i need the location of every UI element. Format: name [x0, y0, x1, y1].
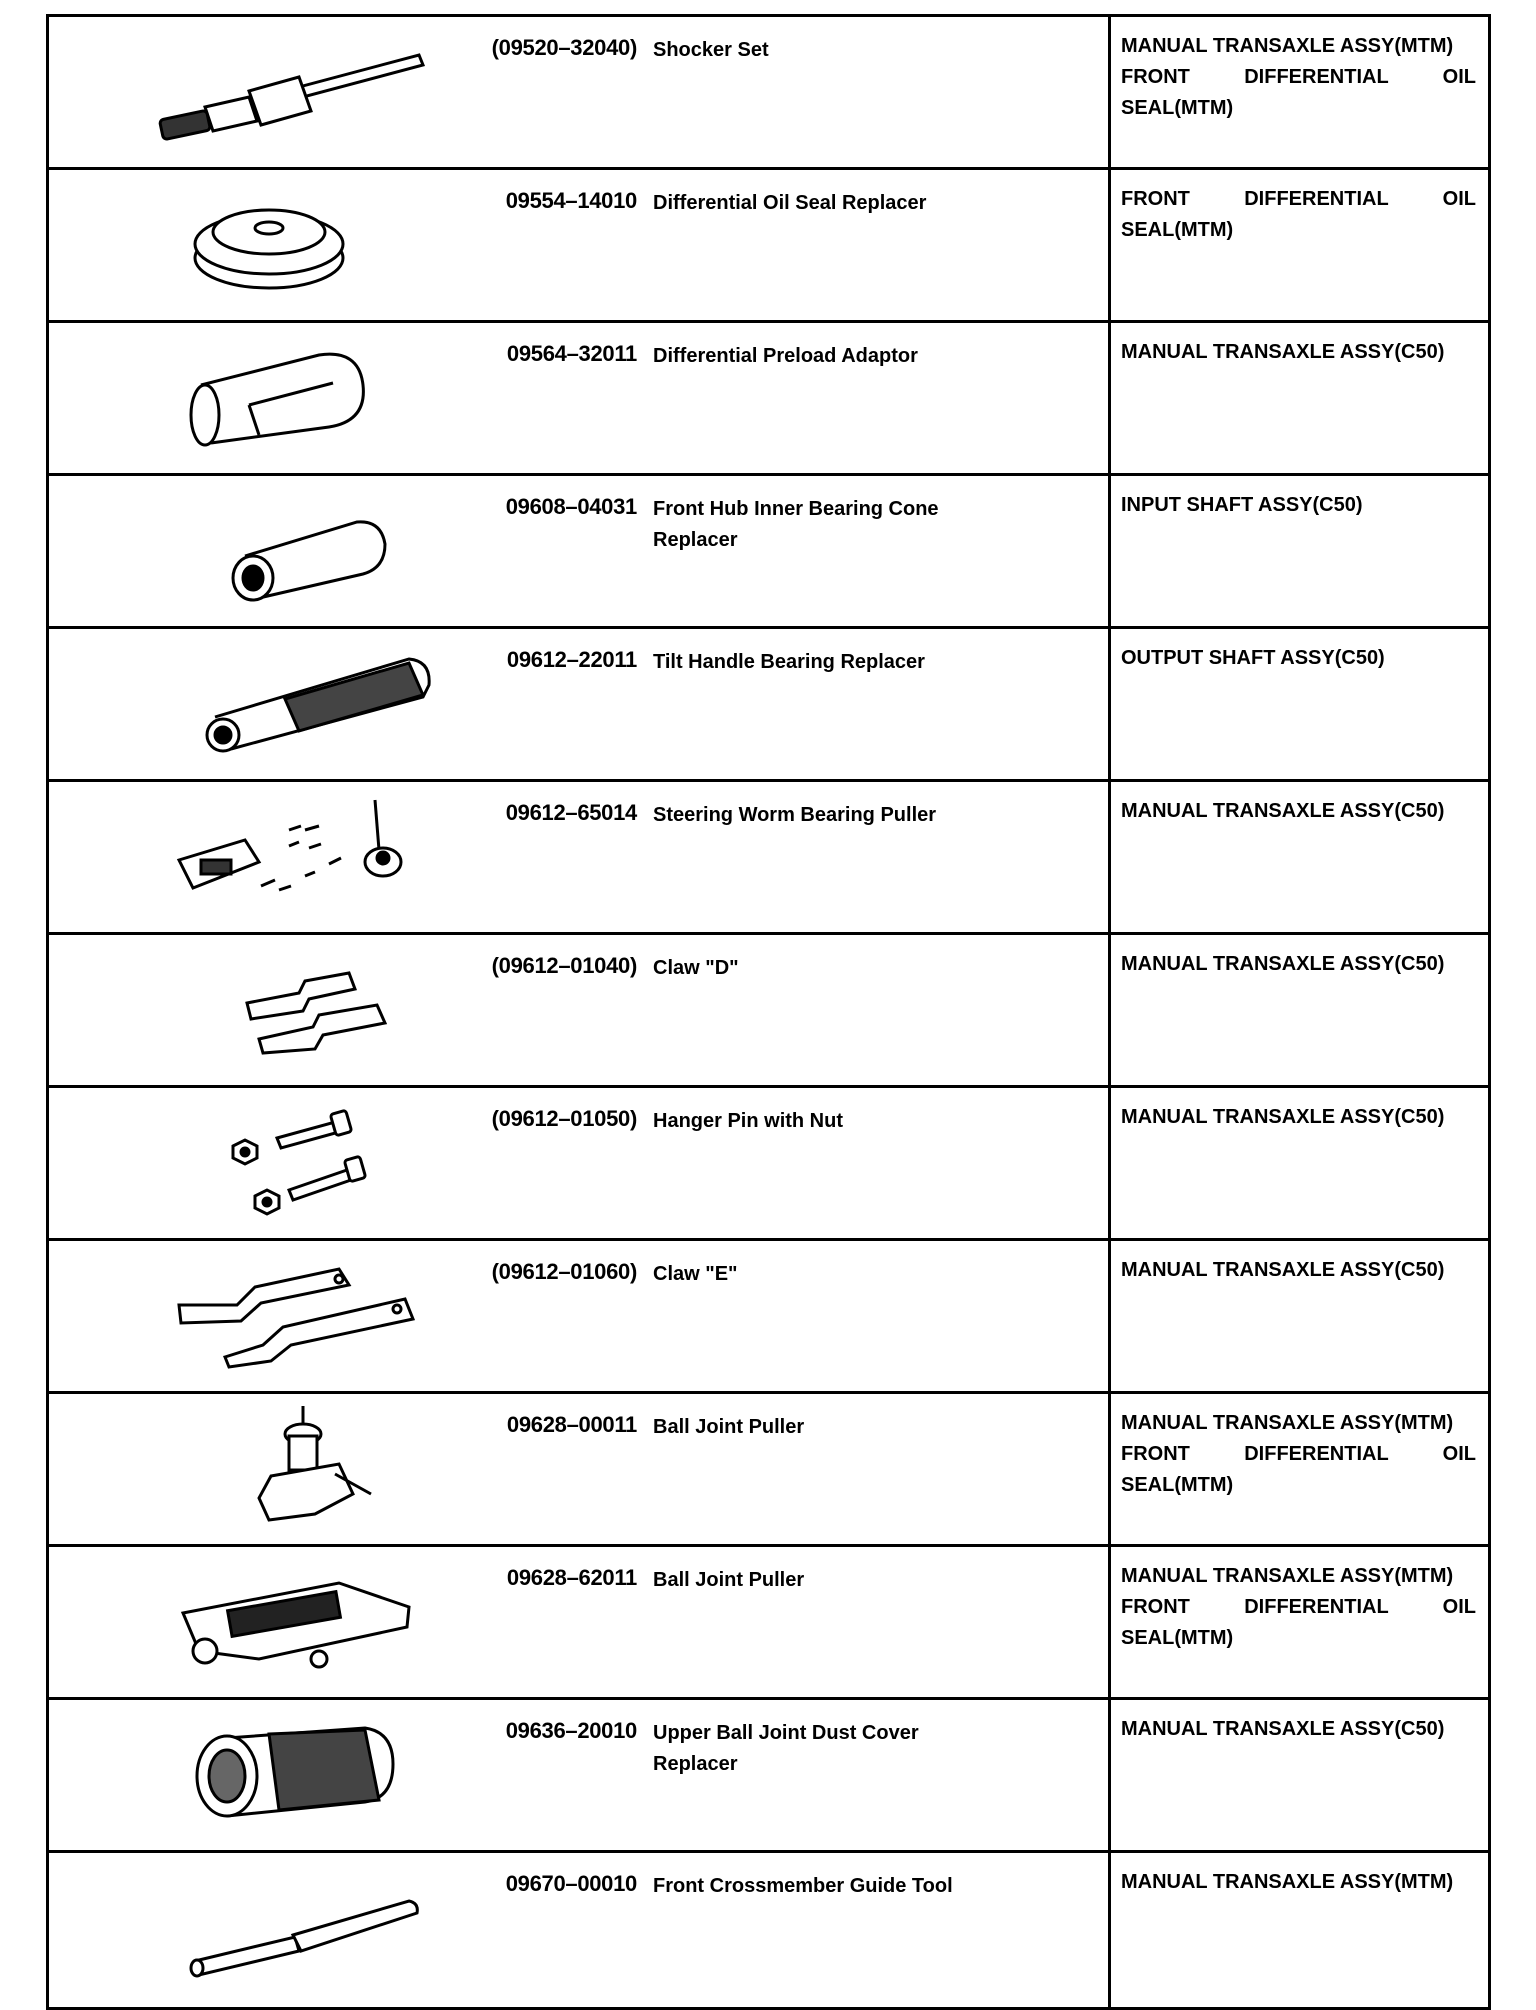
- part-number: (09612–01060): [491, 1259, 637, 1284]
- tool-name: Shocker Set: [653, 39, 769, 61]
- table-row: [48, 475, 1490, 628]
- table-row: [48, 16, 1490, 169]
- tool-illustration: [109, 1555, 469, 1675]
- tool-name: Tilt Handle Bearing Replacer: [653, 651, 925, 673]
- usage-line: INPUT SHAFT ASSY(C50): [1121, 494, 1363, 516]
- usage-cell: [1110, 1852, 1490, 2009]
- part-number: (09612–01050): [491, 1106, 637, 1131]
- part-number: (09612–01040): [491, 953, 637, 978]
- bearing-replacer-icon: [109, 637, 469, 757]
- tool-name: Hanger Pin with Nut: [653, 1110, 843, 1132]
- usage-line: SEAL(MTM): [1121, 97, 1234, 119]
- usage-line: MANUAL TRANSAXLE ASSY(C50): [1121, 341, 1445, 363]
- usage-line: FRONT DIFFERENTIAL OIL: [1121, 66, 1476, 88]
- tool-cell: [48, 1393, 1110, 1546]
- usage-line: MANUAL TRANSAXLE ASSY(MTM): [1121, 1412, 1454, 1434]
- tool-name: Steering Worm Bearing Puller: [653, 804, 937, 826]
- usage-line: FRONT DIFFERENTIAL OIL: [1121, 188, 1476, 210]
- tool-name: Ball Joint Puller: [653, 1416, 805, 1438]
- guide-tool-icon: [109, 1861, 469, 1981]
- tool-cell: [48, 16, 1110, 169]
- usage-line: MANUAL TRANSAXLE ASSY(C50): [1121, 1106, 1445, 1128]
- usage-cell: [1110, 1546, 1490, 1699]
- tool-name: Front Crossmember Guide Tool: [653, 1875, 953, 1897]
- part-number: 09628–62011: [506, 1565, 637, 1590]
- usage-line: SEAL(MTM): [1121, 1474, 1234, 1496]
- tool-illustration: [109, 1402, 469, 1522]
- usage-line: MANUAL TRANSAXLE ASSY(MTM): [1121, 1565, 1454, 1587]
- bearing-puller-set-icon: [109, 790, 469, 910]
- tool-cell: [48, 169, 1110, 322]
- usage-line: MANUAL TRANSAXLE ASSY(MTM): [1121, 1871, 1454, 1893]
- tool-illustration: [109, 943, 469, 1063]
- part-number: 09608–04031: [505, 494, 637, 519]
- usage-cell: [1110, 475, 1490, 628]
- usage-cell: [1110, 322, 1490, 475]
- claw-d-icon: [109, 943, 469, 1063]
- table-row: [48, 1087, 1490, 1240]
- part-number: (09520–32040): [491, 35, 637, 60]
- usage-line: MANUAL TRANSAXLE ASSY(C50): [1121, 1718, 1445, 1740]
- oil-seal-replacer-icon: [109, 178, 469, 298]
- usage-cell: [1110, 1087, 1490, 1240]
- usage-line: MANUAL TRANSAXLE ASSY(MTM): [1121, 35, 1454, 57]
- tool-illustration: [109, 178, 469, 298]
- part-number: 09636–20010: [505, 1718, 637, 1743]
- tool-illustration: [109, 331, 469, 451]
- table-row: [48, 169, 1490, 322]
- tool-illustration: [109, 637, 469, 757]
- usage-line: MANUAL TRANSAXLE ASSY(C50): [1121, 800, 1445, 822]
- preload-adaptor-icon: [109, 331, 469, 451]
- tool-illustration: [109, 1249, 469, 1369]
- tool-cell: [48, 628, 1110, 781]
- tool-name: Differential Preload Adaptor: [653, 345, 918, 367]
- table-row: [48, 628, 1490, 781]
- tool-name: Front Hub Inner Bearing Cone Replacer: [653, 498, 939, 551]
- usage-line: MANUAL TRANSAXLE ASSY(C50): [1121, 953, 1445, 975]
- part-number: 09628–00011: [506, 1412, 637, 1437]
- tool-illustration: [109, 25, 469, 145]
- table-row: [48, 1393, 1490, 1546]
- tool-cell: [48, 1240, 1110, 1393]
- tool-name: Claw "E": [653, 1263, 738, 1285]
- tool-cell: [48, 475, 1110, 628]
- ball-joint-puller-icon: [109, 1402, 469, 1522]
- usage-cell: [1110, 1393, 1490, 1546]
- table-row: [48, 1852, 1490, 2009]
- usage-line: FRONT DIFFERENTIAL OIL: [1121, 1443, 1476, 1465]
- table-row: [48, 1240, 1490, 1393]
- part-number: 09554–14010: [505, 188, 637, 213]
- usage-cell: [1110, 1240, 1490, 1393]
- hanger-pin-icon: [109, 1096, 469, 1216]
- tool-name: Upper Ball Joint Dust Cover Replacer: [653, 1722, 919, 1775]
- tool-cell: [48, 781, 1110, 934]
- tool-cell: [48, 1087, 1110, 1240]
- part-number: 09612–65014: [505, 800, 637, 825]
- ball-joint-puller-frame-icon: [109, 1555, 469, 1675]
- tool-cell: [48, 322, 1110, 475]
- usage-cell: [1110, 628, 1490, 781]
- tool-name: Differential Oil Seal Replacer: [653, 192, 927, 214]
- usage-cell: [1110, 781, 1490, 934]
- claw-e-icon: [109, 1249, 469, 1369]
- tool-name: Claw "D": [653, 957, 739, 979]
- tool-cell: [48, 1546, 1110, 1699]
- tool-illustration: [109, 1096, 469, 1216]
- table-row: [48, 1546, 1490, 1699]
- shocker-set-icon: [109, 25, 469, 145]
- table-row: [48, 934, 1490, 1087]
- special-tools-table: [46, 14, 1491, 2010]
- tool-cell: [48, 1852, 1110, 2009]
- part-number: 09612–22011: [506, 647, 637, 672]
- usage-line: OUTPUT SHAFT ASSY(C50): [1121, 647, 1385, 669]
- usage-line: FRONT DIFFERENTIAL OIL: [1121, 1596, 1476, 1618]
- usage-cell: [1110, 934, 1490, 1087]
- usage-cell: [1110, 169, 1490, 322]
- usage-line: SEAL(MTM): [1121, 1627, 1234, 1649]
- bearing-cone-replacer-icon: [109, 484, 469, 604]
- table-row: [48, 322, 1490, 475]
- usage-line: SEAL(MTM): [1121, 219, 1234, 241]
- usage-cell: [1110, 16, 1490, 169]
- tool-illustration: [109, 484, 469, 604]
- usage-line: MANUAL TRANSAXLE ASSY(C50): [1121, 1259, 1445, 1281]
- table-row: [48, 1699, 1490, 1852]
- tool-cell: [48, 934, 1110, 1087]
- tool-name: Ball Joint Puller: [653, 1569, 805, 1591]
- tool-cell: [48, 1699, 1110, 1852]
- table-row: [48, 781, 1490, 934]
- part-number: 09564–32011: [506, 341, 637, 366]
- usage-cell: [1110, 1699, 1490, 1852]
- tool-illustration: [109, 790, 469, 910]
- part-number: 09670–00010: [505, 1871, 637, 1896]
- table-body: [48, 16, 1490, 2009]
- tool-illustration: [109, 1861, 469, 1981]
- dust-cover-replacer-icon: [109, 1708, 469, 1828]
- tool-illustration: [109, 1708, 469, 1828]
